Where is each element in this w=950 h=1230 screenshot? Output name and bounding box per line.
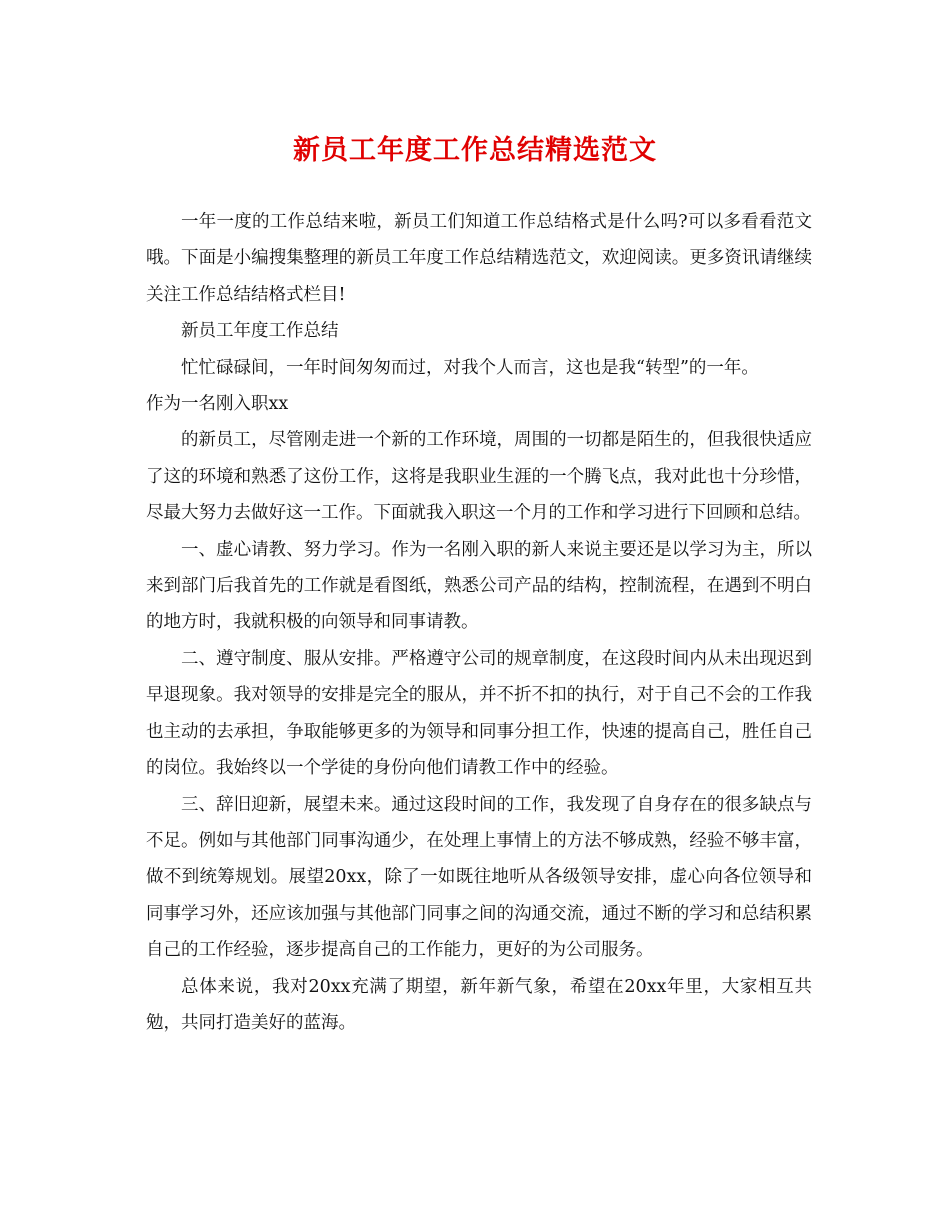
paragraph-new-employee: 的新员工，尽管刚走进一个新的工作环境，周围的一切都是陌生的，但我很快适应了这的环境和熟悉了这份工作，这将是我职业生涯的一个腾飞点，我对此也十分珍惜，尽最大努力去做好这一工作。下面就我入职这一个月的工作和学习进行下回顾和总结。 [146, 430, 812, 524]
paragraph-intro: 一年一度的工作总结来啦，新员工们知道工作总结格式是什么吗?可以多看看范文哦。下面是小编搜集整理的新员工年度工作总结精选范文，欢迎阅读。更多资讯请继续关注工作总结结格式栏目! [146, 212, 812, 305]
paragraph-section-three: 三、辞旧迎新，展望未来。通过这段时间的工作，我发现了自身存在的很多缺点与不足。例如与其他部门同事沟通少，在处理上事情上的方法不够成熟，经验不够丰富，做不到统筹规划。展望20xx，除了一如既往地听从各级领导安排，虚心向各位领导和同事学习外，还应该加强与其他部门同事之间的沟通交流，通过不断的学习和总结积累自己的工作经验，逐步提高自己的工作能力，更好的为公司服务。 [146, 794, 812, 961]
paragraph-opening-continued: 作为一名刚入职xx [146, 394, 289, 415]
paragraph-section-one: 一、虚心请教、努力学习。作为一名刚入职的新人来说主要还是以学习为主，所以来到部门后我首先的工作就是看图纸，熟悉公司产品的结构，控制流程，在遇到不明白的地方时，我就积极的向领导和同事请教。 [146, 539, 812, 633]
paragraph-opening: 忙忙碌碌间，一年时间匆匆而过，对我个人而言，这也是我“转型”的一年。 [181, 357, 759, 378]
document-title: 新员工年度工作总结精选范文 [293, 135, 657, 166]
document-body [146, 204, 812, 1041]
paragraph-subtitle: 新员工年度工作总结 [181, 321, 339, 342]
paragraph-conclusion: 总体来说，我对20xx充满了期望，新年新气象，希望在20xx年里，大家相互共勉，共同打造美好的蓝海。 [146, 976, 812, 1033]
paragraph-section-two: 二、遵守制度、服从安排。严格遵守公司的规章制度，在这段时间内从未出现迟到早退现象。我对领导的安排是完全的服从，并不折不扣的执行，对于自己不会的工作我也主动的去承担，争取能够更多的为领导和同事分担工作，快速的提高自己，胜任自己的岗位。我始终以一个学徒的身份向他们请教工作中的经验。 [146, 648, 812, 779]
